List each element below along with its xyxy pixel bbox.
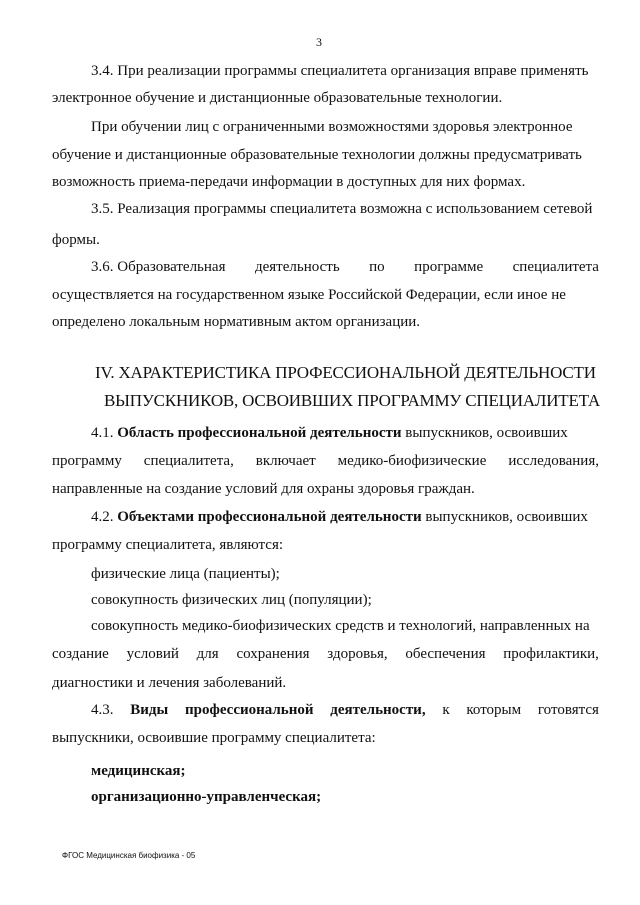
footer-label: ФГОС Медицинская биофизика - 05: [62, 851, 196, 860]
bold-term: деятельности,: [330, 702, 426, 718]
word: условий: [126, 646, 179, 662]
word: готовятся: [537, 702, 599, 718]
list-item: совокупность физических лиц (популяции);: [91, 592, 372, 608]
text: выпускников, освоивших: [425, 509, 588, 525]
clause-number: 4.2.: [91, 509, 114, 525]
paragraph-4-3-line-1: [91, 701, 599, 719]
list-item-line-3: диагностики и лечения заболеваний.: [52, 675, 287, 691]
list-item-line-2: [52, 645, 599, 663]
word: деятельность: [254, 259, 340, 275]
word: профилактики,: [503, 646, 599, 662]
activity-item: медицинская;: [91, 763, 186, 779]
page-number: 3: [316, 35, 322, 49]
word: обеспечения: [405, 646, 486, 662]
paragraph-4-1-line-1: [91, 424, 568, 442]
paragraph-4-3-line-2: выпускники, освоившие программу специалитета:: [52, 730, 376, 746]
text: выпускников, освоивших: [405, 425, 568, 441]
bold-term: Виды: [130, 702, 169, 718]
word: исследования,: [508, 453, 599, 469]
activity-item: организационно-управленческая;: [91, 789, 322, 805]
paragraph-3-4-line-1: 3.4. При реализации программы специалитета организация вправе применять: [91, 63, 589, 79]
list-item-line-1: совокупность медико-биофизических средств и технологий, направленных на: [91, 618, 590, 634]
paragraph-3-5-line-2: формы.: [52, 232, 100, 248]
paragraph-3-4-line-2: электронное обучение и дистанционные образовательные технологии.: [52, 90, 503, 106]
section-heading-line-1: IV. ХАРАКТЕРИСТИКА ПРОФЕССИОНАЛЬНОЙ ДЕЯТЕЛЬНОСТИ: [95, 363, 596, 382]
bold-term: Объектами профессиональной деятельности: [117, 509, 422, 525]
word: специалитета: [512, 259, 599, 275]
clause-number: 4.3.: [91, 702, 114, 718]
list-item: физические лица (пациенты);: [91, 566, 280, 582]
word: медико-биофизические: [337, 453, 487, 469]
bold-term: профессиональной: [184, 702, 314, 718]
word: специалитета,: [143, 453, 234, 469]
paragraph-4-1-line-3: направленные на создание условий для охраны здоровья граждан.: [52, 481, 475, 497]
word: создание: [52, 646, 109, 662]
paragraph-4-1-line-2: [52, 452, 599, 470]
word: для: [196, 646, 219, 662]
clause-number: 4.1.: [91, 425, 114, 441]
paragraph-4-2-line-2: программу специалитета, являются:: [52, 537, 284, 553]
paragraph-3-6-line-1: [91, 258, 599, 276]
paragraph-3-6-line-2: осуществляется на государственном языке Российской Федерации, если иное не: [52, 287, 566, 303]
word: сохранения: [236, 646, 310, 662]
word: включает: [255, 453, 316, 469]
word: программу: [52, 453, 122, 469]
paragraph-3-5-line-1: 3.5. Реализация программы специалитета возможна с использованием сетевой: [91, 201, 593, 217]
paragraph-4-2-line-1: [91, 508, 588, 526]
paragraph-3-4-cont-line-2: обучение и дистанционные образовательные технологии должны предусматривать: [52, 147, 582, 163]
paragraph-3-4-cont-line-3: возможность приема-передачи информации в доступных для них формах.: [52, 174, 526, 190]
bold-term: Область профессиональной деятельности: [117, 425, 402, 441]
word: по: [369, 259, 385, 275]
paragraph-3-6-line-3: определено локальным нормативным актом организации.: [52, 314, 421, 330]
section-heading-line-2: ВЫПУСКНИКОВ, ОСВОИВШИХ ПРОГРАММУ СПЕЦИАЛИТЕТА: [104, 391, 601, 410]
word: которым: [466, 702, 522, 718]
word: 3.6. Образовательная: [91, 259, 226, 275]
word: к: [442, 702, 450, 718]
paragraph-3-4-cont-line-1: При обучении лиц с ограниченными возможностями здоровья электронное: [91, 119, 573, 135]
word: здоровья,: [327, 646, 388, 662]
word: программе: [414, 259, 484, 275]
